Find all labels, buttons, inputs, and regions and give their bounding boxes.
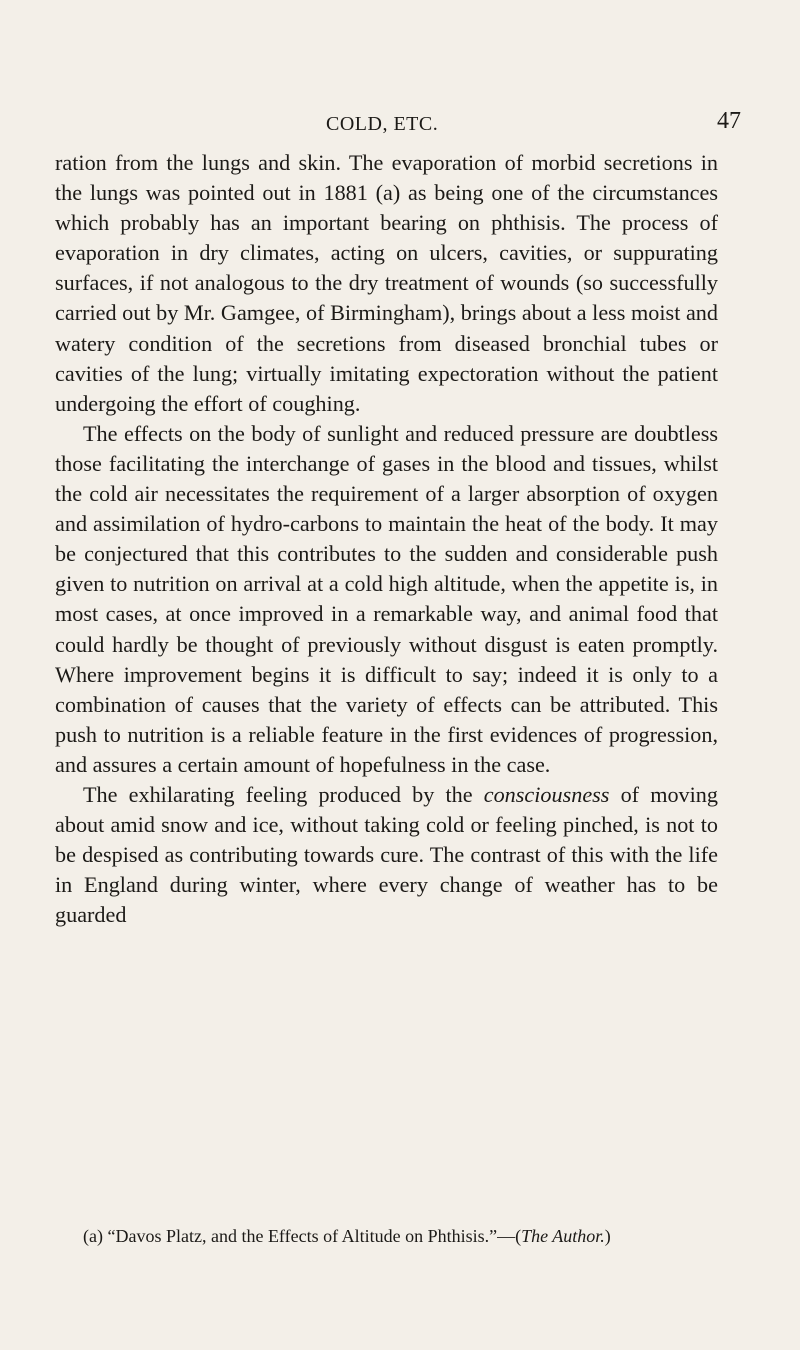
page-number: 47	[717, 108, 741, 134]
footnote	[55, 1224, 718, 1248]
footnote-line	[55, 1224, 718, 1248]
footnote-text: “Davos Platz, and the Effects of Altitude on Phthisis.”—(	[102, 1226, 522, 1246]
running-head	[0, 108, 800, 138]
running-title: COLD, ETC.	[326, 113, 439, 135]
footnote-attribution: The Author.	[521, 1226, 605, 1246]
paragraph-3-rest: of moving about amid snow and ice, without taking cold or feeling pinched, is not to be despised as contributing towards cure. The contrast of this with the life in England during winter, where every change of weather has to be guarded	[55, 781, 718, 928]
footnote-closing: )	[604, 1226, 611, 1246]
main-text	[55, 148, 718, 930]
paragraph-2: The effects on the body of sunlight and reduced pressure are doubtless those facilitating the interchange of gases in the blood and tissues, whilst the cold air necessitates the requirement of a larger absorption of oxygen and assimilation of hydro-carbons to maintain the heat of the body. It may be conjectured that this contributes to the sudden and considerable push given to nutrition on arrival at a cold high altitude, when the appetite is, in most cases, at once improved in a remarkable way, and animal food that could hardly be thought of previously without disgust is eaten promptly. Where improvement begins it is difficult to say; indeed it is only to a combination of causes that the variety of effects can be attributed. This push to nutrition is a reliable feature in the first evidences of progression, and assures a certain amount of hopefulness in the case.	[55, 420, 718, 777]
paragraph-3	[55, 780, 718, 930]
paragraph-3-emphasis: consciousness	[483, 781, 610, 807]
footnote-marker: (a)	[83, 1226, 103, 1246]
paragraph-1: ration from the lungs and skin. The evaporation of morbid secretions in the lungs was pointed out in 1881 (a) as being one of the circumstances which probably has an important bearing on phthisis. The process of evaporation in dry climates, acting on ulcers, cavities, or suppurating surfaces, if not analogous to the dry treatment of wounds (so successfully carried out by Mr. Gamgee, of Birmingham), brings about a less moist and watery condition of the secretions from diseased bronchial tubes or cavities of the lung; virtually imitating expectoration without the patient undergoing the effort of coughing.	[55, 150, 718, 416]
paragraph-3-lead: The exhilarating feeling produced by the	[83, 781, 484, 807]
